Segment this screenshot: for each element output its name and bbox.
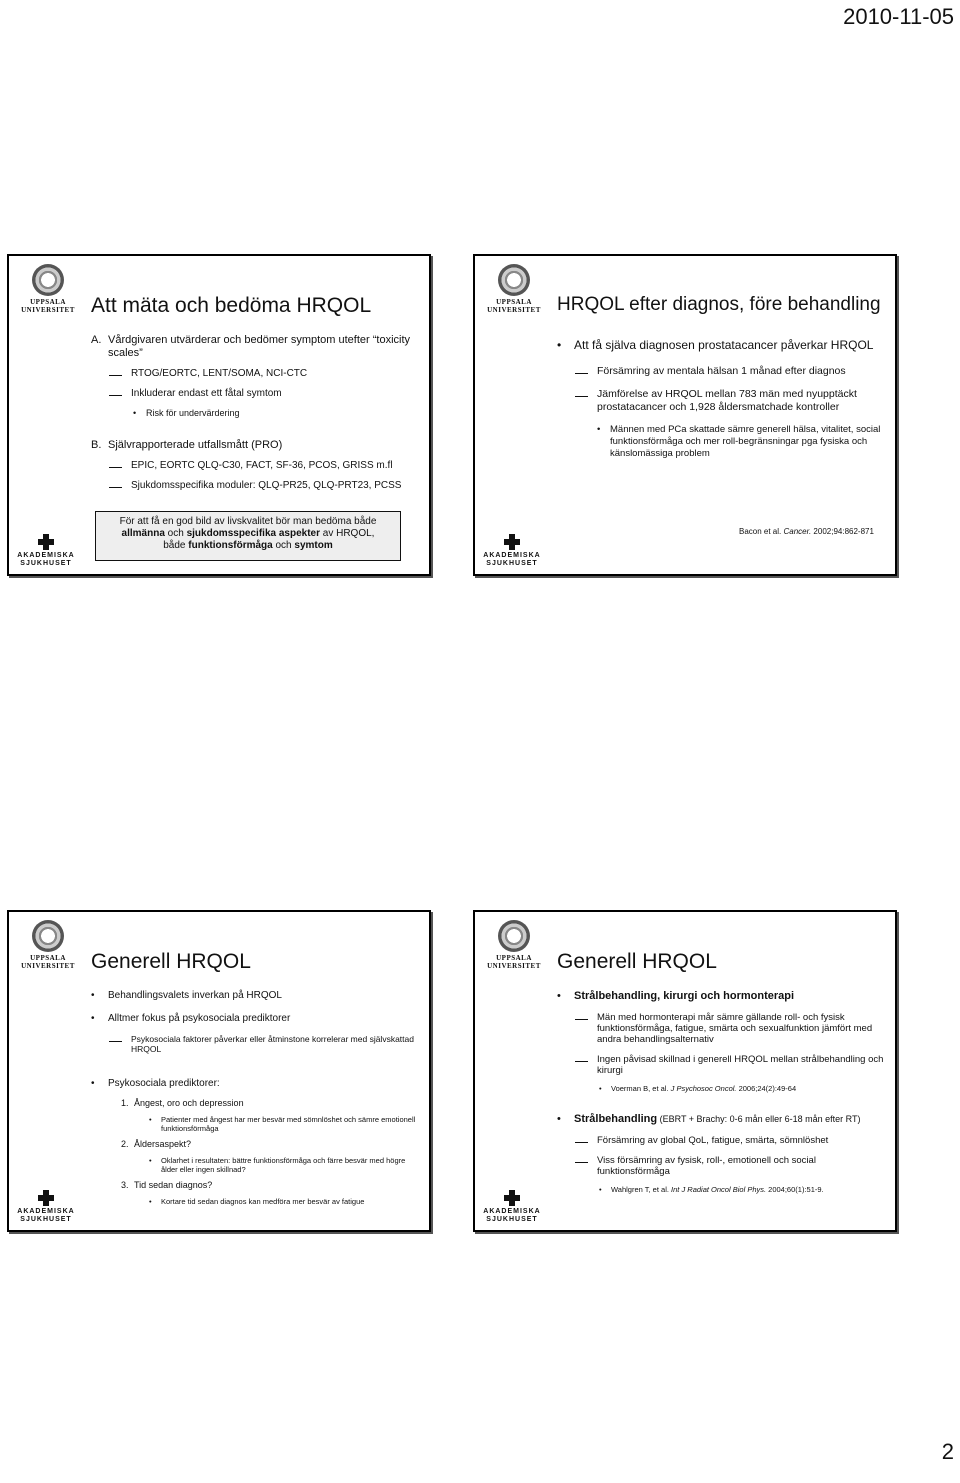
university-seal-icon <box>498 264 530 296</box>
akademiska-logo: AKADEMISKA SJUKHUSET <box>481 534 543 568</box>
list-item: Försämring av mentala hälsan 1 månad efter diagnos <box>597 365 846 377</box>
list-item: Psykosociala prediktorer: <box>108 1078 220 1089</box>
slide-title: HRQOL efter diagnos, före behandling <box>557 294 881 315</box>
uppsala-logo: UPPSALA UNIVERSITET <box>15 918 81 970</box>
university-seal-icon <box>32 920 64 952</box>
slide-1: UPPSALA UNIVERSITET Att mäta och bedöma HRQOL A. Vårdgivaren utvärderar och bedömer symptom utefter “toxicity scales” RTOG/EORTC, LENT/SOMA, NCI-CTC Inkluderar endast ett fåtal symtom • Risk för undervärdering B. Självrapporterade utfallsmått (PRO) EPIC, EORTC QLQ-C30, FACT, SF-36, PCOS, GRISS m.fl Sjukdomsspecifika moduler: QLQ-PR25, QLQ-PRT23, PCSS För att få en god bild av livskvalitet bör man bedöma både allmänna och sjukdomsspecifika aspekter av HRQOL, både funktionsförmåga och symtom AKADEMISKA SJUKHUSET <box>7 254 431 576</box>
akademiska-logo: AKADEMISKA SJUKHUSET <box>15 1190 77 1224</box>
list-item: Risk för undervärdering <box>146 408 240 418</box>
list-item: Att få själva diagnosen prostatacancer påverkar HRQOL <box>574 338 874 352</box>
list-item: Kortare tid sedan diagnos kan medföra mer besvär av fatigue <box>161 1197 365 1206</box>
list-item: RTOG/EORTC, LENT/SOMA, NCI-CTC <box>131 368 308 379</box>
list-item: Alltmer fokus på psykosociala prediktorer <box>108 1013 291 1024</box>
list-item: Inkluderar endast ett fåtal symtom <box>131 388 282 399</box>
cross-icon <box>504 1190 520 1206</box>
list-item: Psykosociala faktorer påverkar eller åtminstone korrelerar med självskattad HRQOL <box>131 1034 414 1054</box>
list-item: Män med hormonterapi mår sämre gällande roll- och fysisk funktionsförmåga, fatigue, smärta och sexualfunktion jämfört med andra behandlingsalternativ <box>597 1012 873 1045</box>
slide-3: UPPSALA UNIVERSITET Generell HRQOL • Behandlingsvalets inverkan på HRQOL • Alltmer fokus på psykosociala prediktorer Psykosociala faktorer påverkar eller åtminstone korrelerar med självskattad HRQOL • Psykosociala prediktorer: 1. Ångest, oro och depression • Patienter med ångest har mer besvär med sömnlöshet och sämre emotionell funktionsförmåga 2. Åldersaspekt? • Oklarhet i resultaten: bättre funktionsförmåga och färre besvär med högre ålder eller ingen skillnad? 3. Tid sedan diagnos? • Kortare tid sedan diagnos kan medföra mer besvär av fatigue AKADEMISKA SJUKHUSET <box>7 910 431 1232</box>
slide-2: UPPSALA UNIVERSITET HRQOL efter diagnos, före behandling • Att få själva diagnosen prostatacancer påverkar HRQOL Försämring av mentala hälsan 1 månad efter diagnos Jämförelse av HRQOL mellan 783 män med nyupptäckt prostatacancer och 1,928 åldersmatchade kontroller • Männen med PCa skattade sämre generell hälsa, vitalitet, social funktionsförmåga och mer roll-begränsningar pga fysiska och känslomässiga problem Bacon et al. Cancer. 2002;94:862-871 AKADEMISKA SJUKHUSET <box>473 254 897 576</box>
cross-icon <box>504 534 520 550</box>
list-item: Patienter med ångest har mer besvär med sömnlöshet och sämre emotionell funktionsförmåga <box>161 1115 416 1133</box>
page-date: 2010-11-05 <box>843 4 954 29</box>
akademiska-logo: AKADEMISKA SJUKHUSET <box>15 534 77 568</box>
list-item: Männen med PCa skattade sämre generell hälsa, vitalitet, social funktionsförmåga och mer roll-begränsningar pga fysiska och känslomässiga problem <box>610 424 881 459</box>
list-item: Sjukdomsspecifika moduler: QLQ-PR25, QLQ-PRT23, PCSS <box>131 480 402 491</box>
list-item: Åldersaspekt? <box>134 1139 192 1149</box>
citation: Voerman B, et al. J Psychosoc Oncol. 2006;24(2):49-64 <box>611 1084 797 1093</box>
list-item: Vårdgivaren utvärderar och bedömer symptom utefter “toxicity scales” <box>108 334 411 359</box>
uppsala-logo: UPPSALA UNIVERSITET <box>481 262 547 314</box>
list-item: EPIC, EORTC QLQ-C30, FACT, SF-36, PCOS, GRISS m.fl <box>131 460 393 471</box>
citation: Bacon et al. Cancer. 2002;94:862-871 <box>739 527 874 536</box>
slide-4: UPPSALA UNIVERSITET Generell HRQOL • Strålbehandling, kirurgi och hormonterapi Män med hormonterapi mår sämre gällande roll- och fysisk funktionsförmåga, fatigue, smärta och sexualfunktion jämfört med andra behandlingsalternativ Ingen påvisad skillnad i generell HRQOL mellan strålbehandling och kirurgi • Voerman B, et al. J Psychosoc Oncol. 2006;24(2):49-64 • Strålbehandling (EBRT + Brachy: 0-6 mån eller 6-18 mån efter RT) Försämring av global QoL, fatigue, smärta, sömnlöshet Viss försämring av fysisk, roll-, emotionell och social funktionsförmåga • Wahlgren T, et al. Int J Radiat Oncol Biol Phys. 2004;60(1):51-9. AKADEMISKA SJUKHUSET <box>473 910 897 1232</box>
list-item: Viss försämring av fysisk, roll-, emotionell och social funktionsförmåga <box>597 1155 816 1177</box>
list-item: Självrapporterade utfallsmått (PRO) <box>108 439 283 451</box>
slide-title: Generell HRQOL <box>557 950 717 973</box>
slide-title: Att mäta och bedöma HRQOL <box>91 294 372 317</box>
page-number: 2 <box>941 1439 954 1464</box>
list-item: Strålbehandling (EBRT + Brachy: 0-6 mån eller 6-18 mån efter RT) <box>574 1113 861 1125</box>
list-item: Försämring av global QoL, fatigue, smärta, sömnlöshet <box>597 1135 829 1146</box>
uppsala-logo: UPPSALA UNIVERSITET <box>481 918 547 970</box>
university-seal-icon <box>32 264 64 296</box>
citation: Wahlgren T, et al. Int J Radiat Oncol Biol Phys. 2004;60(1):51-9. <box>611 1185 824 1194</box>
list-item: Tid sedan diagnos? <box>134 1180 213 1190</box>
list-item: Behandlingsvalets inverkan på HRQOL <box>108 990 282 1001</box>
slide-title: Generell HRQOL <box>91 950 251 973</box>
university-seal-icon <box>498 920 530 952</box>
cross-icon <box>38 1190 54 1206</box>
list-item: Oklarhet i resultaten: bättre funktionsförmåga och färre besvär med högre ålder eller ingen skillnad? <box>161 1156 406 1174</box>
summary-callout: För att få en god bild av livskvalitet bör man bedöma både allmänna och sjukdomsspecifika aspekter av HRQOL, både funktionsförmåga och symtom <box>95 511 401 561</box>
list-item: Jämförelse av HRQOL mellan 783 män med nyupptäckt prostatacancer och 1,928 åldersmatchade kontroller <box>597 388 857 413</box>
list-item: Ingen påvisad skillnad i generell HRQOL mellan strålbehandling och kirurgi <box>597 1054 884 1076</box>
cross-icon <box>38 534 54 550</box>
uppsala-logo: UPPSALA UNIVERSITET <box>15 262 81 314</box>
list-item: Strålbehandling, kirurgi och hormonterapi <box>574 990 795 1002</box>
list-item: Ångest, oro och depression <box>134 1098 244 1108</box>
akademiska-logo: AKADEMISKA SJUKHUSET <box>481 1190 543 1224</box>
